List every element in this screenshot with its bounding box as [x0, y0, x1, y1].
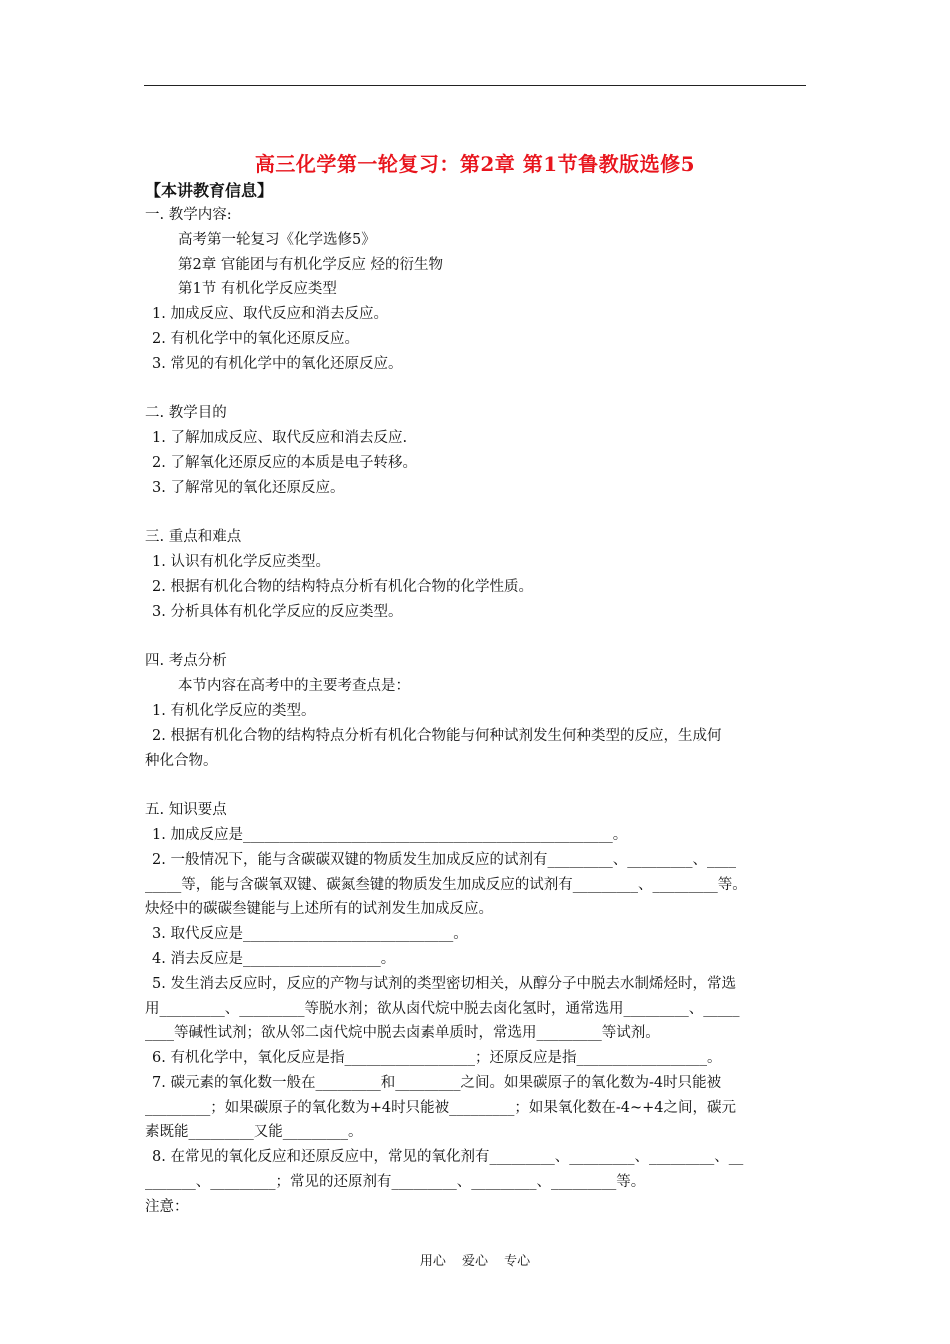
document-title: 高三化学第一轮复习：第2章 第1节鲁教版选修5 — [254, 152, 696, 176]
s4-item2-a: 2. 根据有机化合物的结构特点分析有机化合物能与何种试剂发生何种类型的反应，生成何 — [152, 727, 722, 744]
s5-item1: 1. 加成反应是___________________________________________________。 — [152, 826, 628, 843]
s5-item7-b: _________；如果碳原子的氧化数为+4时只能被_________；如果氧化数在-4~+4之间，碳元 — [145, 1099, 737, 1116]
s5-item5-b: 用_________、_________等脱水剂；欲从卤代烷中脱去卤化氢时，通常选用_________、_____ — [145, 1000, 740, 1017]
s1-line1: 高考第一轮复习《化学选修5》 — [178, 231, 376, 248]
s1-line3: 第1节 有机化学反应类型 — [178, 281, 337, 298]
spacer — [145, 773, 810, 798]
s3-item1: 1. 认识有机化学反应类型。 — [152, 554, 330, 571]
s2-heading: 二. 教学目的 — [145, 405, 227, 422]
s5-item2-b: _____等，能与含碳氧双键、碳氮叁键的物质发生加成反应的试剂有_________、_________等。 — [145, 876, 747, 893]
header-rule — [144, 85, 806, 86]
s5-item4: 4. 消去反应是___________________。 — [152, 950, 396, 967]
s3-item3: 3. 分析具体有机化学反应的反应类型。 — [152, 603, 403, 620]
s4-intro: 本节内容在高考中的主要考查点是： — [178, 678, 410, 695]
s2-item3: 3. 了解常见的氧化还原反应。 — [152, 479, 345, 496]
section-title: 【本讲教育信息】 — [145, 181, 274, 200]
page-footer: 用心 爱心 专心 — [419, 1254, 531, 1269]
s1-heading: 一. 教学内容: — [145, 207, 232, 223]
s5-item7-c: 素既能_________又能_________。 — [145, 1124, 363, 1141]
s5-item3: 3. 取代反应是_____________________________。 — [152, 926, 468, 943]
s3-heading: 三. 重点和难点 — [145, 529, 242, 546]
s5-item2-c: 炔烃中的碳碳叁键能与上述所有的试剂发生加成反应。 — [145, 901, 493, 918]
note-label: 注意： — [145, 1198, 189, 1215]
s1-item2: 2. 有机化学中的氧化还原反应。 — [152, 330, 359, 347]
spacer — [145, 501, 810, 526]
s4-item2-b: 种化合物。 — [145, 752, 218, 769]
s5-item5-a: 5. 发生消去反应时，反应的产物与试剂的类型密切相关，从醇分子中脱去水制烯烃时，常选 — [152, 975, 736, 992]
s4-heading: 四. 考点分析 — [145, 653, 227, 670]
s5-item8-b: _______、_________；常见的还原剂有_________、_________、_________等。 — [145, 1174, 646, 1191]
s2-item2: 2. 了解氧化还原反应的本质是电子转移。 — [152, 454, 417, 471]
document-body — [145, 203, 810, 1220]
s5-item8-a: 8. 在常见的氧化反应和还原反应中，常见的氧化剂有_________、_________、_________、__ — [152, 1149, 744, 1166]
s2-item1: 1. 了解加成反应、取代反应和消去反应. — [152, 430, 408, 447]
s5-heading: 五. 知识要点 — [145, 802, 227, 819]
spacer — [145, 625, 810, 650]
s5-item5-c: ____等碱性试剂；欲从邻二卤代烷中脱去卤素单质时，常选用_________等试剂。 — [145, 1025, 660, 1042]
s5-item2-a: 2. 一般情况下，能与含碳碳双键的物质发生加成反应的试剂有_________、_________、____ — [152, 851, 736, 868]
s5-item7-a: 7. 碳元素的氧化数一般在_________和_________之间。如果碳原子的氧化数为-4时只能被 — [152, 1074, 722, 1091]
s3-item2: 2. 根据有机化合物的结构特点分析有机化合物的化学性质。 — [152, 578, 533, 595]
s1-item3: 3. 常见的有机化学中的氧化还原反应。 — [152, 355, 403, 372]
spacer — [145, 377, 810, 402]
s4-item1: 1. 有机化学反应的类型。 — [152, 702, 316, 719]
s1-item1: 1. 加成反应、取代反应和消去反应。 — [152, 306, 388, 323]
s5-item6: 6. 有机化学中，氧化反应是指__________________；还原反应是指__________________。 — [152, 1050, 722, 1067]
s1-line2: 第2章 官能团与有机化学反应 烃的衍生物 — [178, 256, 443, 273]
